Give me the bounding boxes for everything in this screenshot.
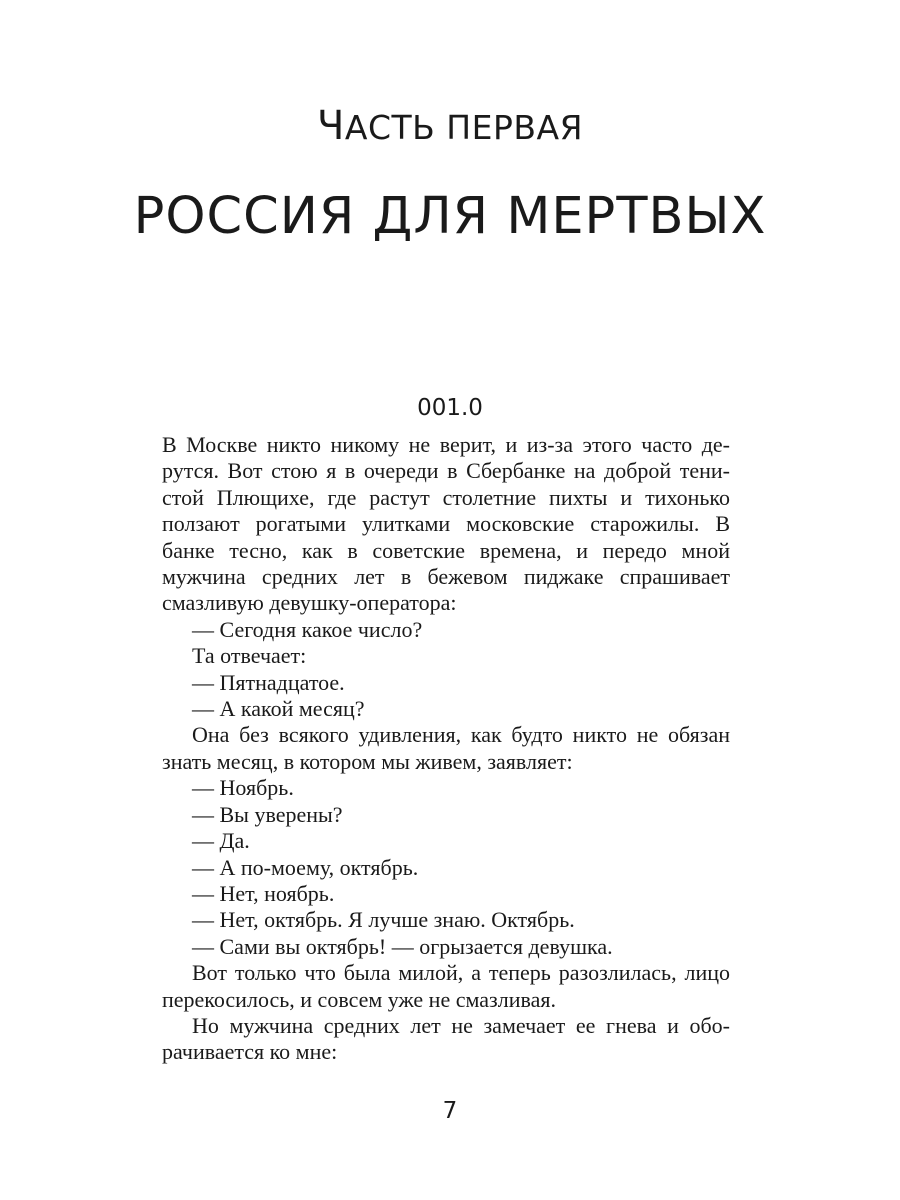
- paragraph: — Вы уверены?: [192, 801, 343, 827]
- paragraph: Она без всякого удивления, как будто никто не обязан знать месяц, в котором мы живем, заявляет:: [162, 722, 730, 774]
- paragraph: — Сами вы октябрь! — огрызается девушка.: [192, 933, 613, 959]
- chapter-number: 001.0: [417, 395, 483, 421]
- body-text: [162, 432, 730, 1066]
- paragraph: — Нет, октябрь. Я лучше знаю. Октябрь.: [192, 907, 575, 933]
- part-title-first-letter: Ч: [316, 103, 345, 149]
- paragraph: Но мужчина средних лет не замечает ее гнева и оборачивается ко мне:: [162, 1012, 730, 1065]
- paragraph: — А какой месяц?: [192, 696, 365, 722]
- paragraph: Та отвечает:: [192, 643, 307, 669]
- page-number: 7: [442, 1098, 458, 1124]
- book-title: РОССИЯ ДЛЯ МЕРТВЫХ: [133, 187, 767, 246]
- paragraph: В Москве никто никому не верит, и из-за этого часто дерутся. Вот стою я в очереди в Сбербанке на доброй тенистой Плющихе, где растут столетние пихты и тихонько ползают рогатыми улитками московские старожилы. В банке тесно, как в советские времена, и передо мной мужчина средних лет в бежевом пиджаке спрашивает смазливую девушку-оператора:: [162, 432, 730, 616]
- paragraph: — Пятнадцатое.: [192, 669, 345, 695]
- paragraph: — Ноябрь.: [192, 775, 294, 801]
- paragraph: — Нет, ноябрь.: [192, 880, 335, 906]
- paragraph: — Сегодня какое число?: [192, 616, 423, 642]
- part-title: [0, 102, 900, 150]
- part-title-rest: АСТЬ ПЕРВАЯ: [344, 108, 584, 147]
- paragraph: — А по-моему, октябрь.: [192, 854, 419, 880]
- paragraph: — Да.: [192, 828, 250, 854]
- paragraph: Вот только что была милой, а теперь разозлилась, лицо перекосилось, и совсем уже не смазливая.: [162, 960, 730, 1012]
